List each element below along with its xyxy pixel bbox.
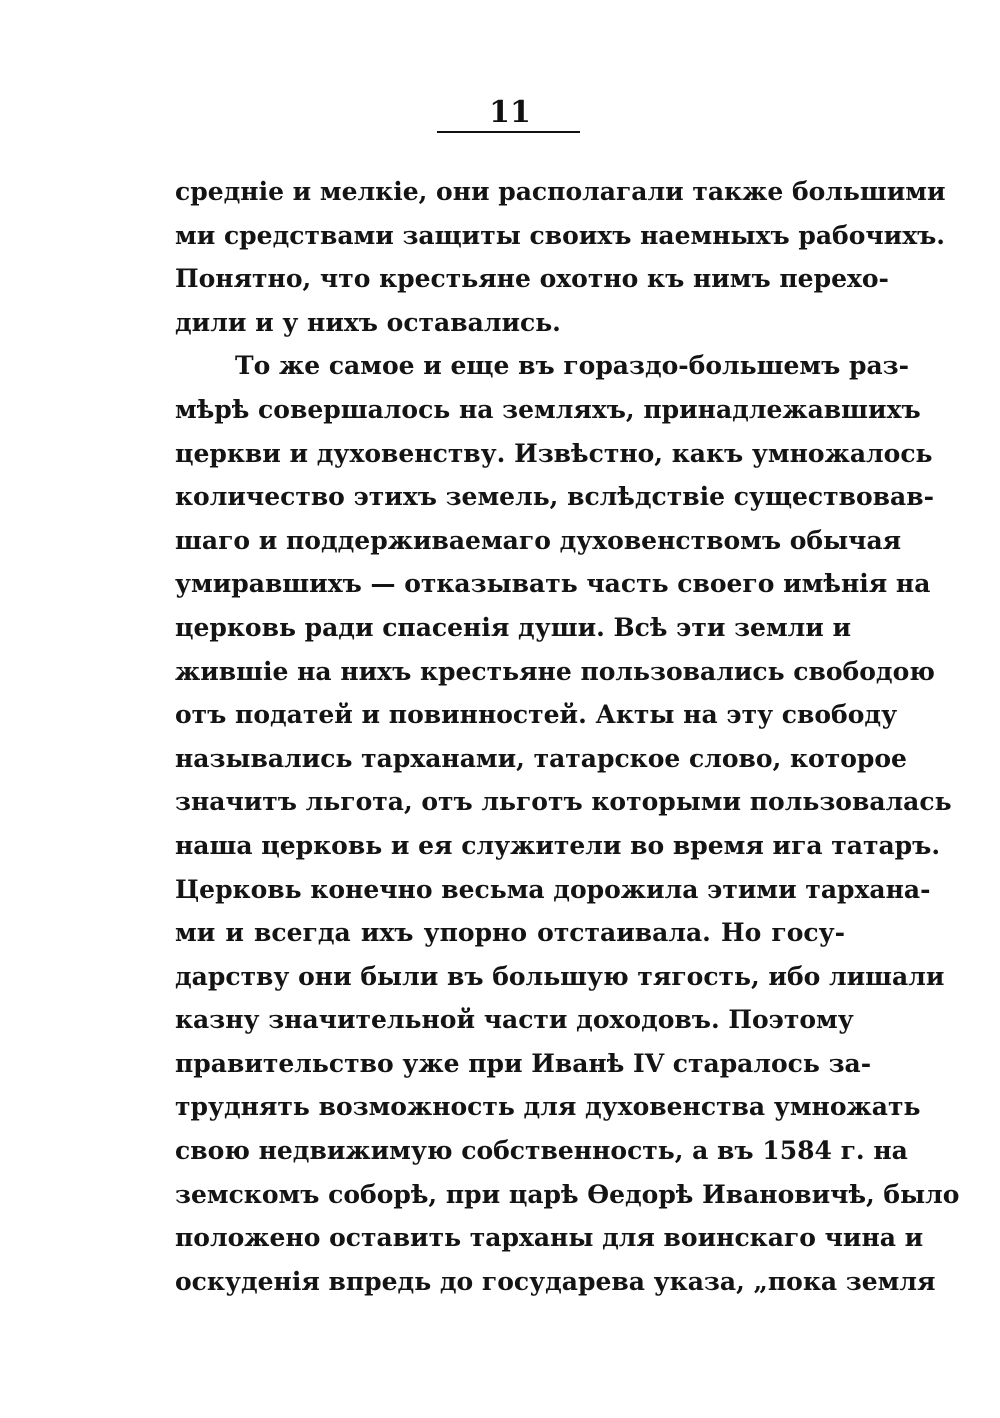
text-line: оскуденія впредь до государева указа, „пока земля xyxy=(175,1266,936,1296)
text-line: казну значительной части доходовъ. Поэтому xyxy=(175,1005,854,1035)
text-line: дили и у нихъ оставались. xyxy=(175,307,561,337)
text-line: То же самое и еще въ гораздо-большемъ раз- xyxy=(235,351,909,381)
text-line: свою недвижимую собственность, а въ 1584 г. на xyxy=(175,1136,908,1166)
text-line: шаго и поддерживаемаго духовенствомъ обычая xyxy=(175,525,902,555)
page-number-rule xyxy=(437,131,580,133)
text-line: положено оставить тарханы для воинскаго чина и xyxy=(175,1223,924,1253)
text-line: церковь ради спасенія души. Всѣ эти земли и xyxy=(175,612,852,642)
text-line: земскомъ соборѣ, при царѣ Ѳедорѣ Ивановичѣ, было xyxy=(175,1179,960,1209)
text-line: ми средствами защиты своихъ наемныхъ рабочихъ. xyxy=(175,220,945,250)
text-line: ми и всегда ихъ упорно отстаивала. Но госу- xyxy=(175,918,845,948)
text-line: умиравшихъ — отказывать часть своего имѣнія на xyxy=(175,569,931,599)
text-line: средніе и мелкіе, они располагали также большими xyxy=(175,177,946,206)
text-line: назывались тарханами, татарское слово, которое xyxy=(175,743,907,773)
text-line: труднять возможность для духовенства умножать xyxy=(175,1092,921,1122)
page-number: 11 xyxy=(489,95,531,130)
text-line: значитъ льгота, отъ льготъ которыми пользовалась xyxy=(175,787,952,817)
text-line: наша церковь и ея служители во время ига татаръ. xyxy=(175,830,941,860)
text-line: мѣрѣ совершалось на земляхъ, принадлежавшихъ xyxy=(175,394,921,424)
text-line: количество этихъ земель, вслѣдствіе существовав- xyxy=(175,482,934,512)
body-text xyxy=(175,170,960,1303)
text-line: Понятно, что крестьяне охотно къ нимъ перехо- xyxy=(175,264,889,294)
text-line: правительство уже при Иванѣ IV старалось за- xyxy=(175,1048,872,1078)
text-line: церкви и духовенству. Извѣстно, какъ умножалось xyxy=(175,438,933,468)
text-line: Церковь конечно весьма дорожила этими тархана- xyxy=(175,874,931,904)
text-line: отъ податей и повинностей. Акты на эту свободу xyxy=(175,700,898,730)
text-line: дарству они были въ большую тягость, ибо лишали xyxy=(175,961,945,991)
text-line: жившіе на нихъ крестьяне пользовались свободою xyxy=(175,656,935,686)
